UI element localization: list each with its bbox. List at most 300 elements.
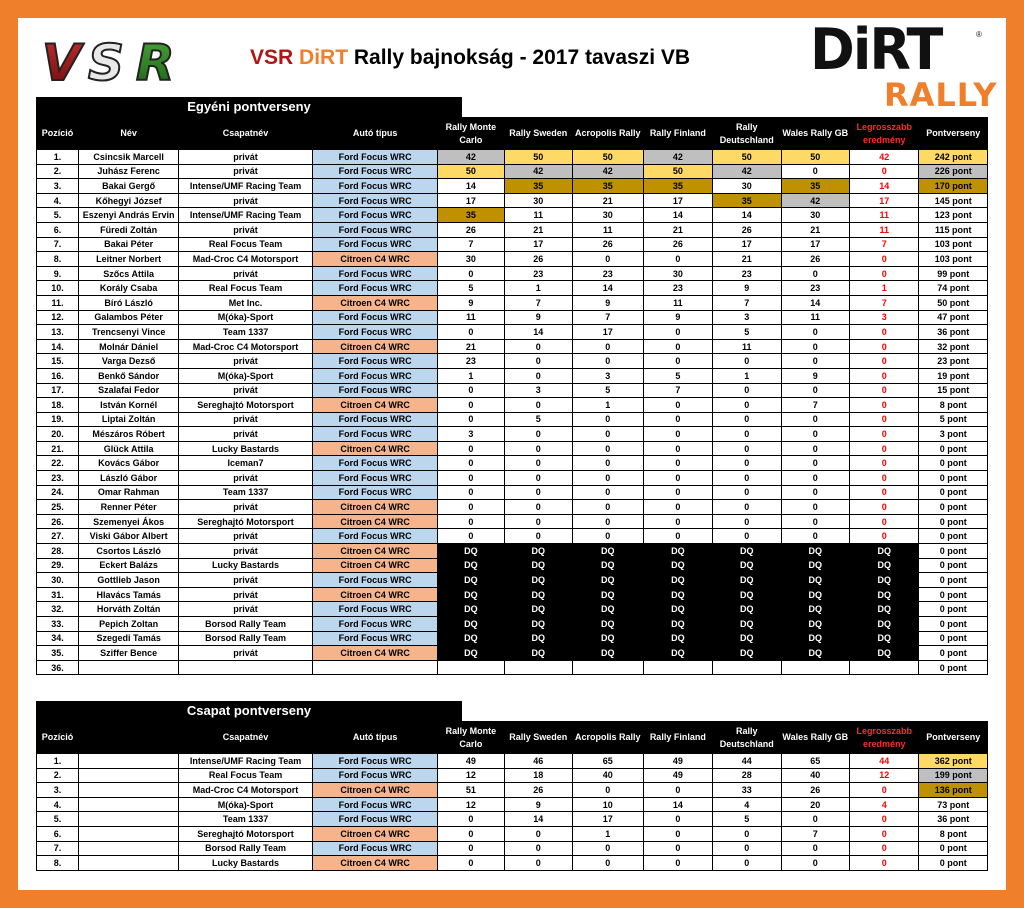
cell-team: Sereghajtó Motorsport <box>179 826 313 841</box>
cell-position: 5. <box>37 208 79 223</box>
cell-team: Met Inc. <box>179 295 313 310</box>
column-header-car: Autó típus <box>312 722 437 754</box>
cell-monte-carlo: 0 <box>438 826 504 841</box>
table-row <box>37 237 988 252</box>
cell-finland: 0 <box>643 412 713 427</box>
cell-sweden: 50 <box>504 150 572 165</box>
cell-worst-result: 0 <box>849 529 919 544</box>
cell-worst-result: DQ <box>849 617 919 632</box>
cell-acropolis: 9 <box>573 295 644 310</box>
cell-acropolis: 26 <box>573 237 644 252</box>
cell-monte-carlo: 9 <box>438 295 504 310</box>
cell-sweden: 35 <box>504 179 572 194</box>
cell-finland: 9 <box>643 310 713 325</box>
cell-team: Team 1337 <box>179 325 313 340</box>
cell-monte-carlo: 0 <box>438 856 504 871</box>
cell-team: privát <box>179 573 313 588</box>
cell-sweden: DQ <box>504 573 572 588</box>
cell-position: 4. <box>37 193 79 208</box>
cell-monte-carlo: 49 <box>438 754 504 769</box>
cell-car: Citroen C4 WRC <box>312 646 437 661</box>
cell-worst-result: DQ <box>849 573 919 588</box>
cell-car: Citroen C4 WRC <box>312 252 437 267</box>
cell-worst-result: 0 <box>849 164 919 179</box>
cell-name: Kőhegyi József <box>79 193 179 208</box>
registered-mark: ® <box>976 30 982 39</box>
cell-finland <box>643 660 713 675</box>
cell-finland: 0 <box>643 514 713 529</box>
column-header-team: Csapatnév <box>179 722 313 754</box>
table-row <box>37 208 988 223</box>
svg-text:VSR: VSR <box>40 30 43 31</box>
cell-monte-carlo: 26 <box>438 222 504 237</box>
cell-deutschland: 0 <box>713 456 781 471</box>
cell-team: Team 1337 <box>179 485 313 500</box>
cell-car: Ford Focus WRC <box>312 310 437 325</box>
cell-acropolis: 0 <box>573 841 644 856</box>
cell-finland: 21 <box>643 222 713 237</box>
cell-wales: 11 <box>781 310 849 325</box>
cell-team: Borsod Rally Team <box>179 631 313 646</box>
cell-deutschland: 0 <box>713 529 781 544</box>
cell-team: Mad-Croc C4 Motorsport <box>179 339 313 354</box>
cell-name: István Kornél <box>79 398 179 413</box>
cell-total: 73 pont <box>919 797 988 812</box>
cell-acropolis: 0 <box>573 252 644 267</box>
cell-wales: 0 <box>781 383 849 398</box>
cell-sweden: 0 <box>504 841 572 856</box>
cell-wales: 21 <box>781 222 849 237</box>
cell-finland: 50 <box>643 164 713 179</box>
cell-deutschland: 44 <box>713 754 781 769</box>
cell-finland: 11 <box>643 295 713 310</box>
cell-team: privát <box>179 529 313 544</box>
cell-monte-carlo: DQ <box>438 558 504 573</box>
cell-monte-carlo: 12 <box>438 797 504 812</box>
cell-sweden: 7 <box>504 295 572 310</box>
cell-position: 2. <box>37 164 79 179</box>
cell-deutschland: 1 <box>713 368 781 383</box>
cell-car: Ford Focus WRC <box>312 797 437 812</box>
cell-finland: 35 <box>643 179 713 194</box>
table-row <box>37 368 988 383</box>
vsr-logo <box>40 30 210 88</box>
cell-team: Team 1337 <box>179 812 313 827</box>
cell-car: Ford Focus WRC <box>312 150 437 165</box>
cell-wales: 0 <box>781 412 849 427</box>
cell-wales: 0 <box>781 856 849 871</box>
cell-team: Real Focus Team <box>179 237 313 252</box>
cell-team: Lucky Bastards <box>179 558 313 573</box>
cell-monte-carlo: 0 <box>438 471 504 486</box>
table-row <box>37 310 988 325</box>
cell-total: 136 pont <box>919 783 988 798</box>
table-row <box>37 150 988 165</box>
header-row <box>37 722 988 754</box>
cell-car: Ford Focus WRC <box>312 193 437 208</box>
cell-position: 35. <box>37 646 79 661</box>
cell-acropolis: 42 <box>573 164 644 179</box>
svg-text:V: V <box>42 34 81 88</box>
cell-total: 5 pont <box>919 412 988 427</box>
cell-total: 32 pont <box>919 339 988 354</box>
cell-car: Ford Focus WRC <box>312 325 437 340</box>
cell-monte-carlo: 0 <box>438 529 504 544</box>
cell-name <box>79 812 179 827</box>
cell-name: Glück Attila <box>79 441 179 456</box>
cell-team: privát <box>179 587 313 602</box>
cell-monte-carlo <box>438 660 504 675</box>
cell-wales: DQ <box>781 573 849 588</box>
cell-monte-carlo: 7 <box>438 237 504 252</box>
cell-wales: 20 <box>781 797 849 812</box>
cell-name: Benkő Sándor <box>79 368 179 383</box>
cell-name: Molnár Dániel <box>79 339 179 354</box>
table-row <box>37 471 988 486</box>
cell-car: Ford Focus WRC <box>312 617 437 632</box>
table-row <box>37 660 988 675</box>
cell-name: Szegedi Tamás <box>79 631 179 646</box>
table-row <box>37 856 988 871</box>
cell-acropolis <box>573 660 644 675</box>
table-row <box>37 841 988 856</box>
cell-total: 103 pont <box>919 237 988 252</box>
cell-name: Sziffer Bence <box>79 646 179 661</box>
column-header-finland: Rally Finland <box>643 722 713 754</box>
cell-total: 0 pont <box>919 441 988 456</box>
cell-monte-carlo: 12 <box>438 768 504 783</box>
cell-sweden: DQ <box>504 631 572 646</box>
cell-worst-result: 1 <box>849 281 919 296</box>
cell-position: 36. <box>37 660 79 675</box>
cell-wales: 0 <box>781 354 849 369</box>
cell-position: 17. <box>37 383 79 398</box>
dirt-logo-word: DiRT <box>810 16 942 83</box>
cell-finland: 0 <box>643 325 713 340</box>
cell-sweden: 26 <box>504 783 572 798</box>
table-row <box>37 500 988 515</box>
cell-sweden: 0 <box>504 456 572 471</box>
cell-name: Trencsenyi Vince <box>79 325 179 340</box>
cell-name: Pepich Zoltan <box>79 617 179 632</box>
cell-worst-result: 0 <box>849 354 919 369</box>
column-header-monte-carlo: Rally Monte Carlo <box>438 722 504 754</box>
cell-position: 27. <box>37 529 79 544</box>
cell-acropolis: 0 <box>573 441 644 456</box>
cell-acropolis: 0 <box>573 412 644 427</box>
cell-acropolis: 0 <box>573 500 644 515</box>
cell-sweden: 0 <box>504 485 572 500</box>
cell-name: Galambos Péter <box>79 310 179 325</box>
cell-total: 0 pont <box>919 602 988 617</box>
cell-deutschland: 33 <box>713 783 781 798</box>
cell-worst-result: 0 <box>849 841 919 856</box>
cell-deutschland: DQ <box>713 631 781 646</box>
cell-position: 13. <box>37 325 79 340</box>
cell-sweden: 46 <box>504 754 572 769</box>
table-row <box>37 783 988 798</box>
cell-sweden: DQ <box>504 617 572 632</box>
cell-wales: 7 <box>781 398 849 413</box>
cell-wales: 65 <box>781 754 849 769</box>
cell-sweden: 0 <box>504 826 572 841</box>
cell-position: 9. <box>37 266 79 281</box>
cell-monte-carlo: 21 <box>438 339 504 354</box>
cell-sweden: 9 <box>504 797 572 812</box>
cell-deutschland: 21 <box>713 252 781 267</box>
cell-finland: 17 <box>643 193 713 208</box>
cell-name: Csincsik Marcell <box>79 150 179 165</box>
cell-sweden: 0 <box>504 441 572 456</box>
cell-name: Kovács Gábor <box>79 456 179 471</box>
cell-deutschland: 0 <box>713 514 781 529</box>
cell-acropolis: DQ <box>573 631 644 646</box>
cell-monte-carlo: 51 <box>438 783 504 798</box>
column-header-deutschland: Rally Deutschland <box>713 118 781 150</box>
cell-monte-carlo: 0 <box>438 383 504 398</box>
table-row <box>37 544 988 559</box>
cell-monte-carlo: 5 <box>438 281 504 296</box>
cell-finland: 0 <box>643 441 713 456</box>
cell-finland: 26 <box>643 237 713 252</box>
cell-sweden: 1 <box>504 281 572 296</box>
cell-car: Ford Focus WRC <box>312 754 437 769</box>
cell-monte-carlo: 23 <box>438 354 504 369</box>
cell-position: 1. <box>37 150 79 165</box>
cell-sweden: 0 <box>504 500 572 515</box>
cell-name: Viski Gábor Albert <box>79 529 179 544</box>
cell-total: 0 pont <box>919 841 988 856</box>
cell-finland: 23 <box>643 281 713 296</box>
cell-name: Bíró László <box>79 295 179 310</box>
cell-deutschland: 0 <box>713 841 781 856</box>
cell-total: 0 pont <box>919 587 988 602</box>
cell-wales: 9 <box>781 368 849 383</box>
cell-team: Borsod Rally Team <box>179 841 313 856</box>
cell-sweden: DQ <box>504 558 572 573</box>
cell-team: Real Focus Team <box>179 281 313 296</box>
cell-name: Hlavács Tamás <box>79 587 179 602</box>
cell-total: 15 pont <box>919 383 988 398</box>
cell-total: 0 pont <box>919 646 988 661</box>
cell-monte-carlo: DQ <box>438 587 504 602</box>
cell-car: Ford Focus WRC <box>312 266 437 281</box>
cell-wales: 0 <box>781 325 849 340</box>
cell-wales: 0 <box>781 471 849 486</box>
cell-position: 2. <box>37 768 79 783</box>
cell-wales: 0 <box>781 485 849 500</box>
cell-total: 8 pont <box>919 398 988 413</box>
cell-car: Ford Focus WRC <box>312 573 437 588</box>
cell-team: Mad-Croc C4 Motorsport <box>179 252 313 267</box>
cell-sweden: DQ <box>504 602 572 617</box>
cell-acropolis: 7 <box>573 310 644 325</box>
cell-deutschland: 23 <box>713 266 781 281</box>
cell-worst-result: 17 <box>849 193 919 208</box>
cell-wales: DQ <box>781 617 849 632</box>
cell-finland: 42 <box>643 150 713 165</box>
cell-total: 74 pont <box>919 281 988 296</box>
column-header-wales: Wales Rally GB <box>781 118 849 150</box>
cell-deutschland: 35 <box>713 193 781 208</box>
table-row <box>37 754 988 769</box>
cell-deutschland: 0 <box>713 354 781 369</box>
cell-sweden: 0 <box>504 398 572 413</box>
cell-sweden: 3 <box>504 383 572 398</box>
cell-position: 30. <box>37 573 79 588</box>
cell-acropolis: 11 <box>573 222 644 237</box>
table-row <box>37 266 988 281</box>
cell-total: 0 pont <box>919 856 988 871</box>
cell-team: privát <box>179 412 313 427</box>
cell-acropolis: 35 <box>573 179 644 194</box>
cell-monte-carlo: 30 <box>438 252 504 267</box>
cell-finland: 30 <box>643 266 713 281</box>
cell-team: Lucky Bastards <box>179 856 313 871</box>
cell-wales: 0 <box>781 427 849 442</box>
table-row <box>37 193 988 208</box>
cell-team: Borsod Rally Team <box>179 617 313 632</box>
cell-deutschland: 0 <box>713 856 781 871</box>
cell-deutschland: 28 <box>713 768 781 783</box>
cell-car: Citroen C4 WRC <box>312 558 437 573</box>
cell-team: privát <box>179 500 313 515</box>
cell-name <box>79 754 179 769</box>
cell-total: 0 pont <box>919 514 988 529</box>
cell-sweden: 0 <box>504 514 572 529</box>
cell-finland: 0 <box>643 841 713 856</box>
cell-team: Real Focus Team <box>179 768 313 783</box>
cell-worst-result: 3 <box>849 310 919 325</box>
cell-car: Citroen C4 WRC <box>312 514 437 529</box>
cell-finland: 49 <box>643 768 713 783</box>
cell-monte-carlo: 14 <box>438 179 504 194</box>
cell-finland: DQ <box>643 617 713 632</box>
cell-wales: 0 <box>781 514 849 529</box>
cell-total: 145 pont <box>919 193 988 208</box>
cell-team: privát <box>179 383 313 398</box>
cell-name: Renner Péter <box>79 500 179 515</box>
cell-total: 242 pont <box>919 150 988 165</box>
cell-worst-result: 0 <box>849 485 919 500</box>
cell-team: privát <box>179 150 313 165</box>
cell-acropolis: 0 <box>573 856 644 871</box>
cell-car: Ford Focus WRC <box>312 471 437 486</box>
cell-worst-result: 7 <box>849 295 919 310</box>
table-row <box>37 514 988 529</box>
table-row <box>37 412 988 427</box>
cell-car: Ford Focus WRC <box>312 456 437 471</box>
cell-total: 103 pont <box>919 252 988 267</box>
cell-worst-result: 0 <box>849 383 919 398</box>
cell-finland: 0 <box>643 500 713 515</box>
cell-monte-carlo: 0 <box>438 812 504 827</box>
column-header-worst-result: Legrosszabb eredmény <box>849 118 919 150</box>
table-row <box>37 602 988 617</box>
cell-position: 8. <box>37 856 79 871</box>
cell-sweden: 5 <box>504 412 572 427</box>
cell-wales: DQ <box>781 544 849 559</box>
cell-acropolis: 50 <box>573 150 644 165</box>
table-row <box>37 252 988 267</box>
cell-acropolis: DQ <box>573 646 644 661</box>
cell-position: 31. <box>37 587 79 602</box>
column-header-position: Pozíció <box>37 722 79 754</box>
cell-deutschland: 0 <box>713 412 781 427</box>
cell-finland: 0 <box>643 783 713 798</box>
cell-total: 0 pont <box>919 500 988 515</box>
cell-position: 20. <box>37 427 79 442</box>
cell-sweden: 0 <box>504 368 572 383</box>
cell-monte-carlo: 0 <box>438 412 504 427</box>
table-row <box>37 222 988 237</box>
cell-total: 36 pont <box>919 325 988 340</box>
cell-total: 115 pont <box>919 222 988 237</box>
cell-sweden: 0 <box>504 427 572 442</box>
column-header-sweden: Rally Sweden <box>504 118 572 150</box>
cell-car: Ford Focus WRC <box>312 427 437 442</box>
cell-wales: 42 <box>781 193 849 208</box>
cell-deutschland: 7 <box>713 295 781 310</box>
cell-sweden: 26 <box>504 252 572 267</box>
cell-monte-carlo: 50 <box>438 164 504 179</box>
dirt-rally-logo <box>810 16 998 114</box>
cell-car: Citroen C4 WRC <box>312 339 437 354</box>
cell-worst-result: 0 <box>849 783 919 798</box>
cell-monte-carlo: 1 <box>438 368 504 383</box>
column-header-wales: Wales Rally GB <box>781 722 849 754</box>
title-vsr: VSR <box>250 46 294 69</box>
table-row <box>37 797 988 812</box>
column-header-sweden: Rally Sweden <box>504 722 572 754</box>
cell-name <box>79 768 179 783</box>
cell-acropolis: 21 <box>573 193 644 208</box>
cell-deutschland: DQ <box>713 602 781 617</box>
cell-position: 29. <box>37 558 79 573</box>
header-row <box>37 118 988 150</box>
cell-acropolis: DQ <box>573 602 644 617</box>
cell-worst-result: 0 <box>849 252 919 267</box>
table-row <box>37 558 988 573</box>
cell-acropolis: 23 <box>573 266 644 281</box>
cell-total: 199 pont <box>919 768 988 783</box>
cell-deutschland: DQ <box>713 587 781 602</box>
cell-name: Juhász Ferenc <box>79 164 179 179</box>
cell-wales: 7 <box>781 826 849 841</box>
table-row <box>37 529 988 544</box>
cell-team: privát <box>179 354 313 369</box>
cell-name <box>79 783 179 798</box>
cell-deutschland: 9 <box>713 281 781 296</box>
cell-finland: 0 <box>643 252 713 267</box>
cell-monte-carlo: 0 <box>438 456 504 471</box>
column-header-total: Pontverseny <box>919 118 988 150</box>
cell-deutschland: DQ <box>713 544 781 559</box>
cell-car: Ford Focus WRC <box>312 179 437 194</box>
title-dirt: DiRT <box>299 46 349 69</box>
rally-logo-word: RALLY <box>884 76 998 114</box>
cell-acropolis: 14 <box>573 281 644 296</box>
cell-acropolis: 0 <box>573 783 644 798</box>
cell-finland: 14 <box>643 797 713 812</box>
cell-position: 6. <box>37 222 79 237</box>
cell-team: M(óka)-Sport <box>179 368 313 383</box>
cell-monte-carlo: 0 <box>438 441 504 456</box>
cell-wales: 35 <box>781 179 849 194</box>
cell-position: 22. <box>37 456 79 471</box>
cell-sweden: 0 <box>504 529 572 544</box>
cell-total: 0 pont <box>919 617 988 632</box>
